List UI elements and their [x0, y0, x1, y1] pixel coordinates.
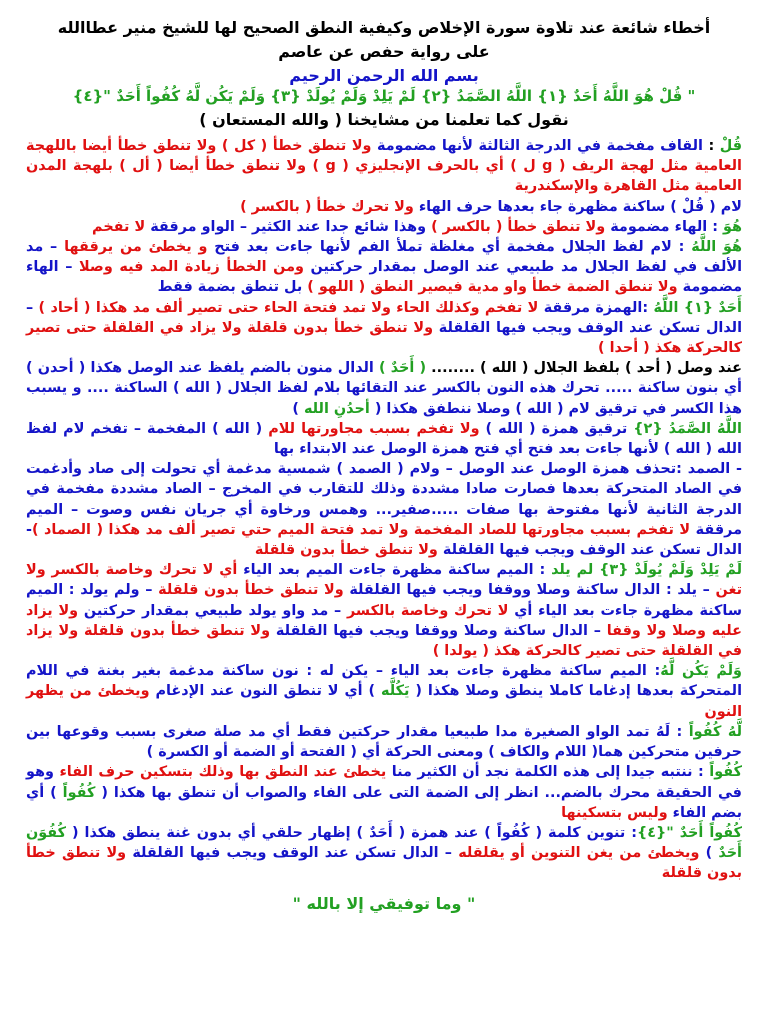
paragraph — [26, 136, 742, 197]
text-segment: – الدال تسكن عند الوقف ويجب فيها القلقلة — [126, 845, 459, 862]
document-title: أخطاء شائعة عند تلاوة سورة الإخلاص وكيفية النطق الصحيح لها للشيخ منير عطاالله — [57, 18, 711, 37]
text-segment: هُوَ — [722, 218, 742, 235]
text-segment: وَلَمْ يَكُن لَّهُ — [660, 663, 742, 680]
text-segment: ولا تنطق خطأ ( كل ) ولا تنطق خطأ أيضا باللهجة العامية مثل لهجة الريف ( g ل ) أي بالحرف الإنجليزي ( g ) ولا تنطق خطأ أيضا ( أل ) بلهجة المدن العامية مثل القاهرة والإسكندرية — [26, 138, 742, 195]
text-segment: لا تفخم وكذلك الحاء ولا تمد فتحة الحاء حتى تصير ألف مد هكذا ( أحاد ) — [38, 299, 539, 316]
text-segment: : الهاء مضمومة — [605, 218, 723, 235]
text-segment: لام ( قُلْ ) ساكنة مظهرة جاء بعدها حرف الهاء — [413, 198, 742, 215]
paragraph — [26, 823, 742, 884]
text-segment: أحدُنِ الله — [303, 400, 370, 417]
text-segment: ولا تحرك خطأ ( بالكسر ) — [240, 198, 414, 215]
text-segment: ولا تنطق خطأ ( بالكسر ) — [431, 218, 606, 235]
text-segment: ويخطئ من يظهر النون — [26, 683, 742, 720]
text-segment: – الدال تسكن عند الوقف ويجب فيها القلقلة — [26, 299, 743, 336]
text-segment: ويخطئ من يغن التنوين أو يقلقله — [458, 845, 700, 862]
document-body — [26, 136, 742, 884]
text-segment: : ننتبه جيدا إلى هذه الكلمة نجد أن الكثير منا — [386, 764, 710, 781]
text-segment: ) — [292, 400, 304, 417]
text-segment: – الدال ساكنة وصلا ووقفا ويجب فيها القلقلة — [270, 622, 607, 639]
text-segment: ومن الخطأ زيادة المد فيه وصلا — [78, 259, 304, 276]
text-segment: : لام لفظ الجلال مفخمة أي مغلظة تملأ الفم لأنها جاءت بعد فتح — [207, 239, 692, 256]
text-segment: :الهمزة مرققة — [538, 299, 654, 316]
text-segment: لَّهُ كُفُواً — [688, 723, 742, 740]
text-segment: – مد واو يولد طبيعي بمقدار حركتين — [78, 602, 347, 619]
text-segment: لا تفخم — [92, 218, 146, 235]
text-segment: ( أَحَدٌ ) — [379, 360, 427, 377]
basmala: بسم الله الرحمن الرحيم — [289, 66, 479, 85]
text-segment: كُفُوَن أَحَدٌ — [26, 824, 742, 862]
closing-line: " وما توفيقي إلا بالله " — [292, 893, 476, 913]
text-segment: وهذا شائع جدا عند الكثير – الواو مرققة — [145, 218, 432, 235]
text-segment: القاف مفخمة في الدرجة الثالثة لأنها مضمومة — [371, 138, 703, 154]
text-segment: ولا تنطق خطأ بدون قلقلة ولا يزاد في القلقلة حتى تصير كالحركة هكذ ( يولدا ) — [26, 622, 742, 660]
text-segment: - الدال تسكن عند الوقف ويجب فيها القلقلة — [26, 521, 742, 559]
text-segment: : تنوين كلمة ( كُفُواً ) عند همزة ( أَحَدٌ ) إظهار حلقي أي بدون غنة ينطق هكذا ( — [66, 824, 637, 841]
text-segment: اللَّهُ الصَّمَدُ {٢} — [633, 420, 742, 437]
text-segment: يَكُلَّه — [381, 683, 410, 700]
text-segment: ولا تنطق خطأ بدون قلقلة — [254, 542, 438, 559]
paragraph — [26, 298, 742, 359]
text-segment: ولا يزاد عليه وصلا ولا وقفا — [26, 602, 742, 639]
text-segment: و يخطئ من يرققها — [64, 239, 208, 256]
paragraph — [26, 459, 742, 560]
text-segment: – ولم يولد : الميم ساكنة مظهرة جاءت بعد الياء أي — [26, 582, 742, 619]
surah-text: " قُلْ هُوَ اللَّهُ أَحَدٌ {١} اللَّهُ الصَّمَدُ {٢} لَمْ يَلِدْ وَلَمْ يُولَدْ {٣} وَلَمْ يَكُن لَّهُ كُفُواً أَحَدٌ "{٤} — [72, 87, 696, 105]
paragraph — [26, 419, 742, 459]
text-segment: أي لا تحرك وخاصة بالكسر ولا تغن — [26, 562, 742, 599]
text-segment: : لَهُ تمد الواو الصغيرة مدا طبيعيا مقدار حركتين فقط أي مد صلة صغرى بسبب وقوعها بين حرفين متحركين هما( اللام والكاف ) ومعنى الحركة أي ( الفتحة أو الضمة أو الكسرة ) — [26, 723, 742, 761]
text-segment: كُفُواً أَحَدٌ "{٤} — [636, 824, 742, 841]
text-segment: عند وصل ( أحد ) بلفظ الجلال ( الله ) ........ — [426, 360, 742, 377]
paragraph — [26, 661, 742, 722]
text-segment: ولا تنطق الضمة خطأ واو مدية فيصير النطق ( اللهو ) — [307, 279, 678, 296]
text-segment: أَحَدٌ {١} اللَّهُ — [653, 299, 742, 316]
paragraph — [26, 722, 742, 762]
text-segment: : — [702, 138, 720, 154]
text-segment: لَمْ يَلِدْ وَلَمْ يُولَدْ {٣} لم يلد — [551, 562, 743, 579]
paragraph — [26, 237, 742, 298]
text-segment: ) أي لا تنطق النون عند الإدغام — [149, 683, 382, 700]
text-segment: قُلْ — [719, 138, 742, 154]
text-segment: ) — [699, 845, 719, 862]
text-segment: كُفُواً — [709, 764, 742, 781]
text-segment: كُفُواً — [62, 784, 96, 801]
text-segment: – الهاء مضمومة — [26, 259, 742, 296]
text-segment: بل تنطق بضمة فقط — [157, 279, 308, 296]
text-segment: ) أي بضم الفاء — [26, 784, 742, 821]
text-segment: – مد الألف في لفظ الجلال مد طبيعي عند الوصل بمقدار حركتين — [26, 239, 742, 276]
document-subtitle: على رواية حفص عن عاصم — [278, 42, 490, 61]
text-segment: لا تحرك وخاصة بالكسر — [346, 602, 509, 619]
paragraph — [26, 762, 742, 823]
text-segment: – يلد : الدال ساكنة وصلا ووقفا ويجب فيها القلقلة — [343, 582, 716, 599]
paragraph — [26, 560, 742, 661]
text-segment: ولا تنطق خطأ بدون قلقلة — [26, 845, 742, 882]
text-segment: ولا تنطق خطأ بدون قلقلة — [158, 582, 344, 599]
text-segment: ( الله ) المفخمة – تفخم لام لفظ الله ( الله ) لأنها جاءت بعد فتح أي فتح همزة الوصل عند الابتداء بها — [26, 420, 742, 458]
text-segment: : الميم ساكنة مظهرة جاءت بعد الياء – يكن له : نون ساكنة مدغمة بغير بغنة في اللام المتحركة بعدها إدغاما كاملا ينطق وصلا هكذا ( — [26, 663, 743, 700]
text-segment: : الميم ساكنة مظهرة جاءت الميم بعد الياء — [237, 562, 552, 579]
text-segment: ترقيق همزة ( الله ) — [479, 420, 634, 437]
text-segment: هُوَ اللَّهُ — [691, 239, 743, 256]
intro-line: نقول كما تعلمنا من مشايخنا ( والله المستعان ) — [199, 110, 569, 129]
paragraph — [26, 358, 742, 419]
text-segment: ولا تنطق خطأ بدون قلقلة ولا يزاد في القلقلة حتى تصير كالحركة هكذ ( أحدا ) — [26, 319, 742, 357]
text-segment: الدال منون بالضم يلفظ عند الوصل هكذا ( أحدن ) أي بنون ساكنة ..... تحرك هذه النون بالكسر عند التقائها بلام لفظ الجلال ( الله ) الساكنة .... و يسبب هذا الكسر في ترقيق لام ( الله ) وصلا ننطفق هكذا ( — [26, 360, 742, 417]
text-segment: ولا تفخم بسبب مجاورتها للام — [268, 420, 480, 437]
text-segment: وليس بتسكينها — [561, 804, 668, 821]
text-segment: - الصمد :تحذف همزة الوصل عند الوصل – ولام ( الصمد ) شمسية مدغمة أي تحولت إلى صاد وأدغمت في الصاد المتحركة بعدها فصارت صادا مشددة وذلك للتقارب في المخرج – الصاد مشددة مفخمة في الدرجة الثانية لأنها مفتوحة بها صفات .....صفير... وهمس ورخاوة أي جريان نفس وصوت – الميم مرققة — [26, 461, 742, 538]
text-segment: يخطئ عند النطق بها وذلك بتسكين حرف الفاء — [59, 764, 387, 781]
text-segment: لا تفخم بسبب مجاورتها للصاد المفخمة ولا تمد فتحة الميم حتي تصير ألف مد هكذا ( الصماد ) — [31, 521, 691, 538]
text-segment: وهو في الحقيقة محرك بالضم... انظر إلى الضمة التى على الفاء والصواب أن تنطق بها هكذا ( — [26, 764, 742, 801]
paragraph — [26, 217, 742, 237]
paragraph — [26, 197, 742, 217]
